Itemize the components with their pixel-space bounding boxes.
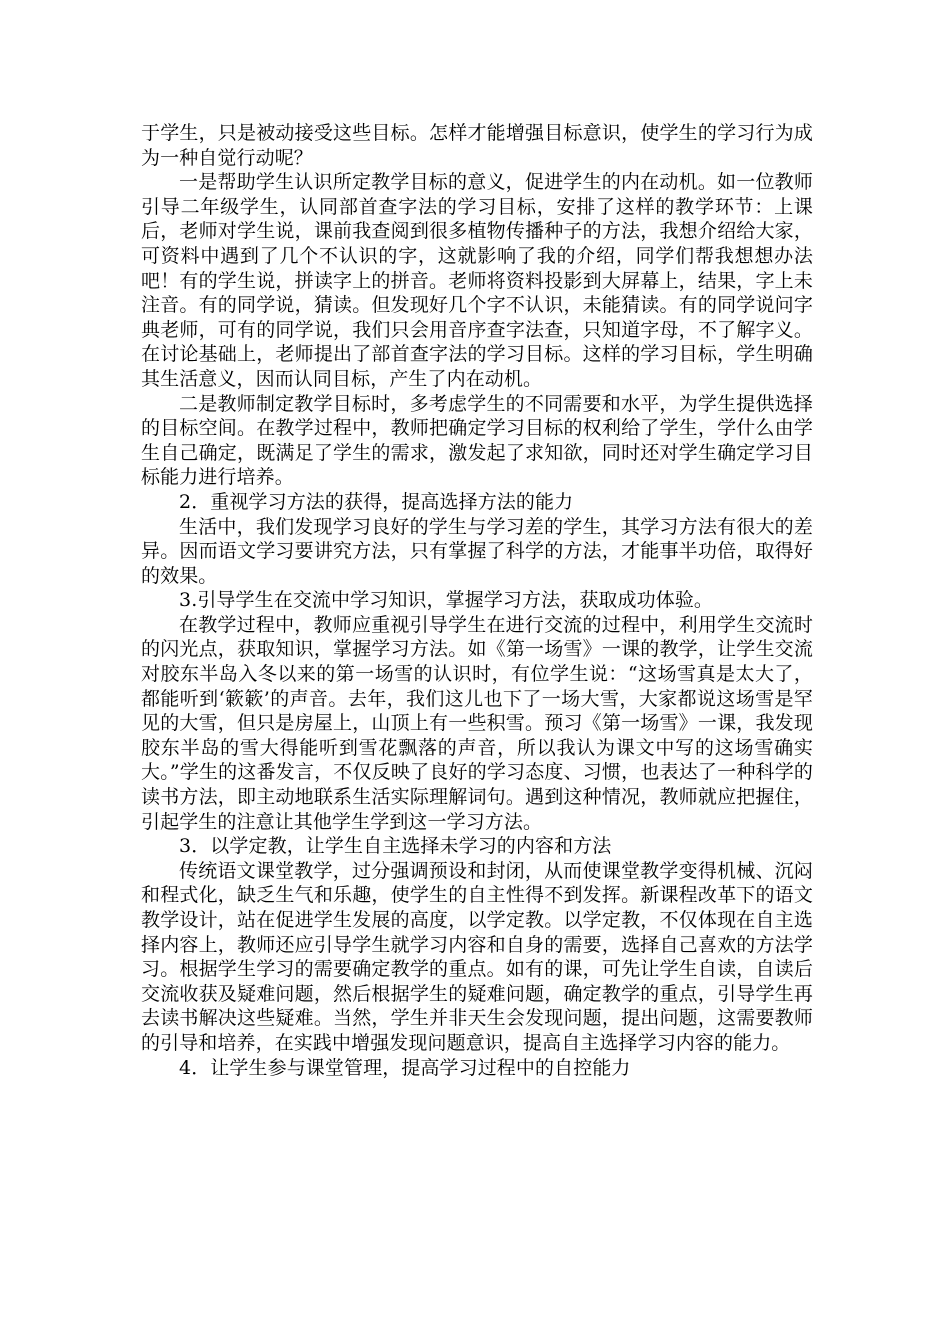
paragraph-goal-meaning: 一是帮助学生认识所定教学目标的意义，促进学生的内在动机。如一位教师引导二年级学生，认同部首查字法的学习目标，安排了这样的教学环节：上课后，老师对学生说，课前我查阅到很多植物传播种子的方法，我想介绍给大家，可资料中遇到了几个不认识的字，这就影响了我的介绍，同学们帮我想想办法吧！有的学生说，拼读字上的拼音。老师将资料投影到大屏幕上，结果，字上未注音。有的同学说，猜读。但发现好几个字不认识，未能猜读。有的同学说问字典老师，可有的同学说，我们只会用音序查字法查，只知道字母，不了解字义。在讨论基础上，老师提出了部首查字法的学习目标。这样的学习目标，学生明确其生活意义，因而认同目标，产生了内在动机。	[141, 171, 813, 390]
section-heading-3-exchange: 3.引导学生在交流中学习知识，掌握学习方法，获取成功体验。	[179, 589, 714, 612]
paragraph-goal-choice: 二是教师制定教学目标时，多考虑学生的不同需要和水平，为学生提供选择的目标空间。在教学过程中，教师把确定学习目标的权利给了学生，学什么由学生自己确定，既满足了学生的需求，激发起了求知欲，同时还对学生确定学习目标能力进行培养。	[141, 392, 813, 489]
paragraph-intro-continuation: 于学生，只是被动接受这些目标。怎样才能增强目标意识，使学生的学习行为成为一种自觉行动呢？	[141, 122, 813, 169]
section-heading-2: 2．重视学习方法的获得，提高选择方法的能力	[179, 490, 574, 513]
paragraph-teach-by-learning: 传统语文课堂教学，过分强调预设和封闭，从而使课堂教学变得机械、沉闷和程式化，缺乏生气和乐趣，使学生的自主性得不到发挥。新课程改革下的语文教学设计，站在促进学生发展的高度，以学定教。以学定教，不仅体现在自主选择内容上，教师还应引导学生就学习内容和自身的需要，选择自己喜欢的方法学习。根据学生学习的需要确定教学的重点。如有的课，可先让学生自读，自读后交流收获及疑难问题，然后根据学生的疑难问题，确定教学的重点，引导学生再去读书解决这些疑难。当然，学生并非天生会发现问题，提出问题，这需要教师的引导和培养，在实践中增强发现问题意识，提高自主选择学习内容的能力。	[141, 859, 813, 1054]
section-heading-3-teach-by-learning: 3．以学定教，让学生自主选择未学习的内容和方法	[179, 835, 612, 858]
section-heading-4: 4．让学生参与课堂管理，提高学习过程中的自控能力	[179, 1056, 631, 1079]
paragraph-first-snow-example: 在教学过程中，教师应重视引导学生在进行交流的过程中，利用学生交流时的闪光点，获取知识，掌握学习方法。如《第一场雪》一课的教学，让学生交流对胶东半岛入冬以来的第一场雪的认识时，有位学生说：“这场雪真是太大了，都能听到‘簌簌’的声音。去年，我们这儿也下了一场大雪，大家都说这场雪是罕见的大雪，但只是房屋上，山顶上有一些积雪。预习《第一场雪》一课，我发现胶东半岛的雪大得能听到雪花飘落的声音，所以我认为课文中写的这场雪确实大。”学生的这番发言，不仅反映了良好的学习态度、习惯，也表达了一种科学的读书方法，即主动地联系生活实际理解词句。遇到这种情况，教师就应把握住，引起学生的注意让其他学生学到这一学习方法。	[141, 613, 813, 833]
paragraph-learning-methods: 生活中，我们发现学习良好的学生与学习差的学生，其学习方法有很大的差异。因而语文学习要讲究方法，只有掌握了科学的方法，才能事半功倍，取得好的效果。	[141, 515, 813, 587]
document-body	[141, 121, 813, 1080]
